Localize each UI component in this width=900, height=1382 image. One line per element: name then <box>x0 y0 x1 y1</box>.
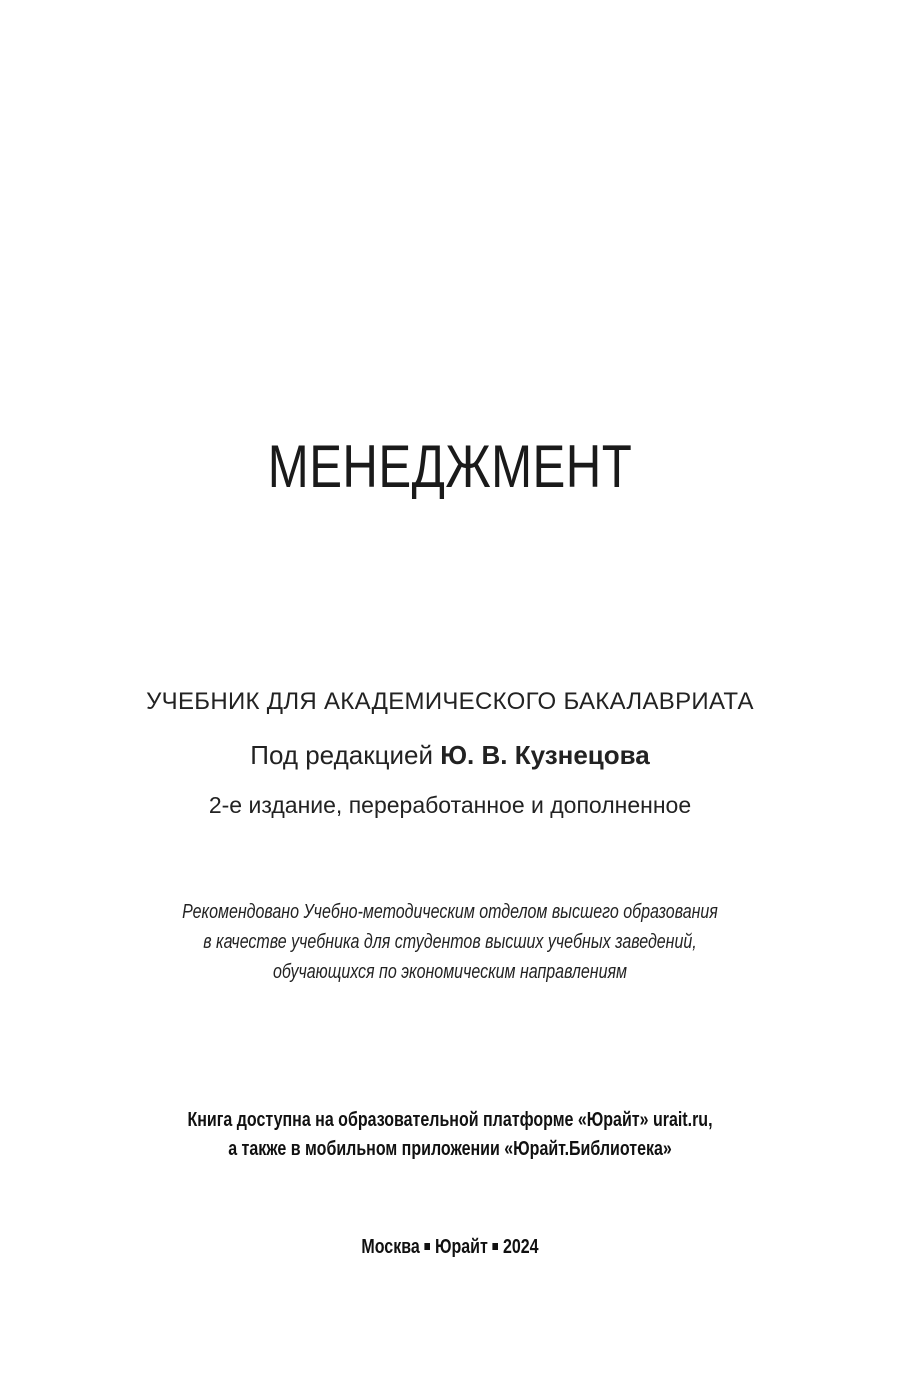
recommendation-line-1: Рекомендовано Учебно-методическим отделом высшего образования <box>182 901 718 923</box>
imprint-city: Москва <box>361 1236 420 1258</box>
availability-line-1: Книга доступна на образовательной платформе «Юрайт» urait.ru, <box>187 1109 713 1131</box>
recommendation-line-3: обучающихся по экономическим направлениям <box>272 961 628 983</box>
editor-prefix: Под редакцией <box>250 740 433 770</box>
book-subtitle: УЧЕБНИК ДЛЯ АКАДЕМИЧЕСКОГО БАКАЛАВРИАТА <box>146 688 754 715</box>
availability-line-2: а также в мобильном приложении «Юрайт.Библиотека» <box>228 1138 672 1160</box>
edition-line: 2-е издание, переработанное и дополненное <box>208 792 692 818</box>
recommendation-line-2: в качестве учебника для студентов высших учебных заведений, <box>203 931 697 953</box>
square-separator-icon <box>425 1243 431 1250</box>
imprint-year: 2024 <box>502 1236 539 1258</box>
square-separator-icon <box>493 1243 499 1250</box>
editor-name: Ю. В. Кузнецова <box>440 740 650 770</box>
editor-line <box>0 740 900 771</box>
imprint-line <box>90 1236 810 1259</box>
book-title: МЕНЕДЖМЕНТ <box>267 433 633 500</box>
imprint-publisher: Юрайт <box>434 1236 488 1258</box>
